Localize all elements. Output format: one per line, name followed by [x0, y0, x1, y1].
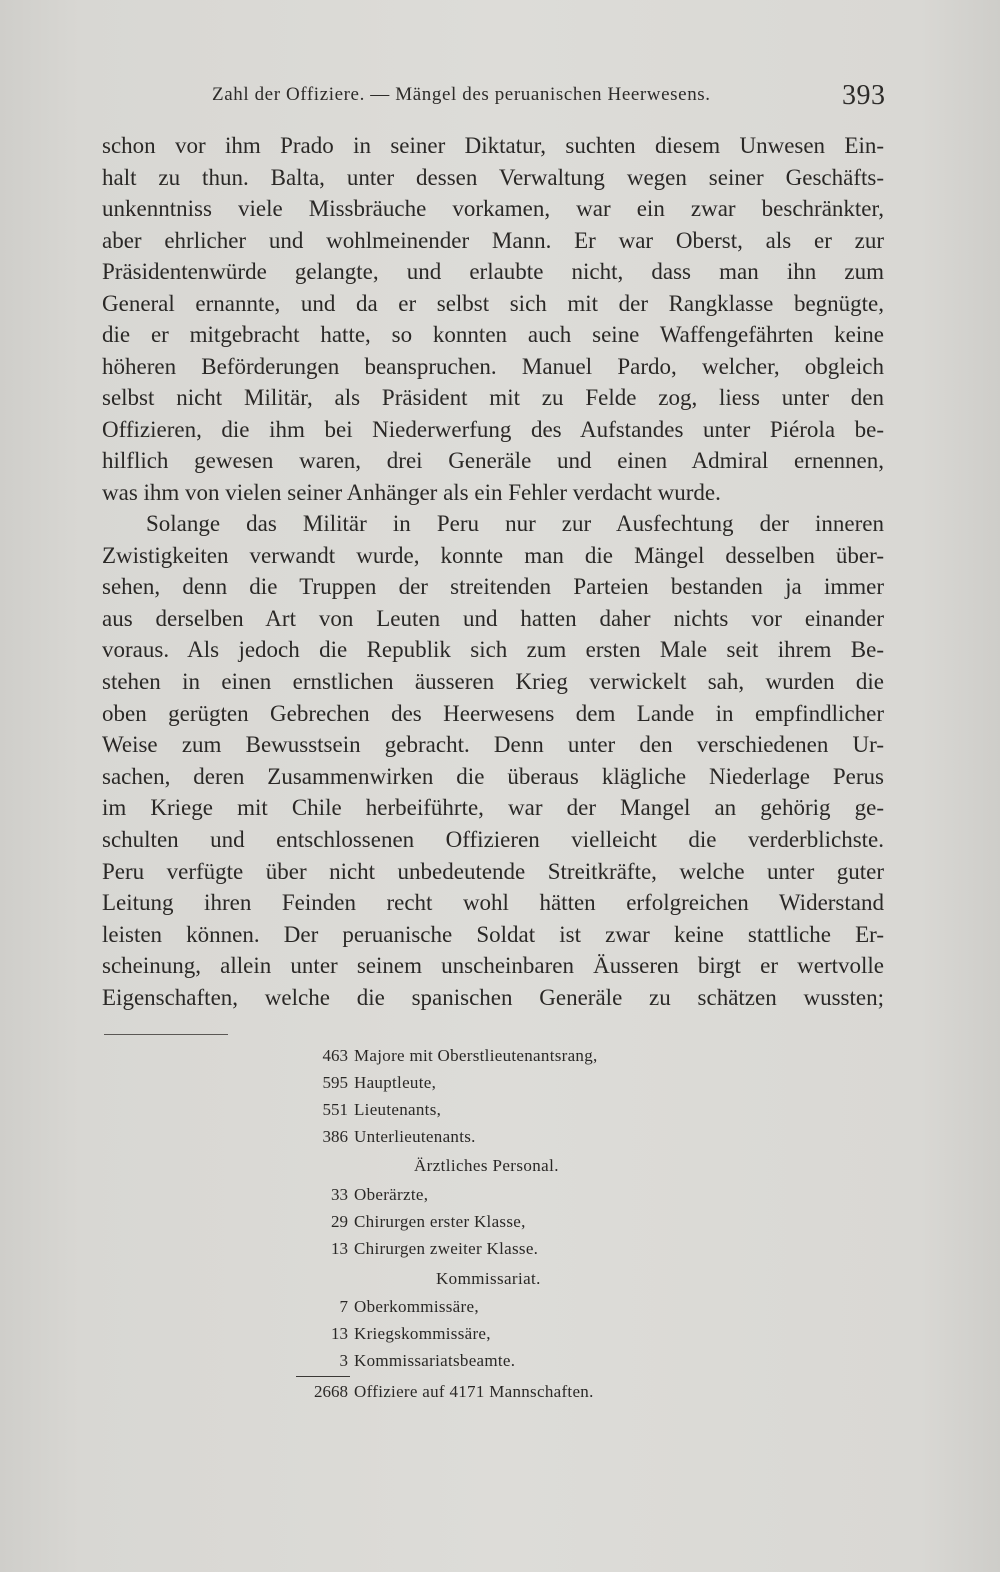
text-line: Solange das Militär in Peru nur zur Ausfechtung der inneren	[146, 511, 884, 536]
footnote-rank: Chirurgen erster Klasse,	[354, 1212, 526, 1231]
footnote-count: 13	[331, 1324, 348, 1343]
footnote-count: 7	[339, 1297, 348, 1316]
text-line: halt zu thun. Balta, unter dessen Verwaltung wegen seiner Geschäfts-	[102, 164, 884, 190]
text-line: oben gerügten Gebrechen des Heerwesens dem Lande in empfindlicher	[102, 700, 884, 726]
footnote-count: 595	[322, 1073, 348, 1092]
footnote-count: 13	[331, 1239, 348, 1258]
text-line: sehen, denn die Truppen der streitenden Parteien bestanden ja immer	[102, 574, 884, 600]
footnote-rank: Kommissariatsbeamte.	[354, 1351, 516, 1370]
text-line: aus derselben Art von Leuten und hatten daher nichts vor einander	[102, 605, 884, 631]
text-line: schon vor ihm Prado in seiner Diktatur, suchten diesem Unwesen Ein-	[102, 133, 884, 158]
text-line: stehen in einen ernstlichen äusseren Krieg verwickelt sah, wurden die	[102, 669, 884, 694]
text-line: Zwistigkeiten verwandt wurde, konnte man die Mängel desselben über-	[102, 542, 884, 568]
footnote-heading: Kommissariat.	[436, 1269, 541, 1288]
footnote-count: 33	[331, 1185, 348, 1204]
text-line: sachen, deren Zusammenwirken die überaus klägliche Niederlage Perus	[102, 763, 884, 789]
text-line: im Kriege mit Chile herbeiführte, war der Mangel an gehörig ge-	[102, 795, 884, 821]
text-line: Offizieren, die ihm bei Niederwerfung des Aufstandes unter Piérola be-	[102, 416, 884, 442]
text-line: Leitung ihren Feinden recht wohl hätten erfolgreichen Widerstand	[102, 890, 884, 916]
footnote-rule	[104, 1034, 228, 1035]
footnote-rank: Hauptleute,	[354, 1073, 437, 1092]
footnote-rank: Oberkommissäre,	[354, 1297, 479, 1316]
text-line: selbst nicht Militär, als Präsident mit zu Felde zog, liess unter den	[102, 385, 884, 410]
text-line: Präsidentenwürde gelangte, und erlaubte nicht, dass man ihn zum	[102, 259, 884, 284]
footnote-count: 29	[331, 1212, 348, 1231]
text-line: schulten und entschlossenen Offizieren vielleicht die verderblichste.	[102, 827, 884, 852]
footnote-rank: Oberärzte,	[354, 1185, 429, 1204]
text-line: leisten können. Der peruanische Soldat ist zwar keine stattliche Er-	[102, 921, 884, 947]
footnote-total-count: 2668	[314, 1382, 348, 1401]
footnote-count: 551	[322, 1100, 348, 1119]
text-line: was ihm von vielen seiner Anhänger als ein Fehler verdacht wurde.	[102, 479, 721, 505]
footnote-rank: Unterlieutenants.	[354, 1127, 476, 1146]
page-number: 393	[842, 80, 886, 111]
running-header: Zahl der Offiziere. — Mängel des peruanischen Heerwesens.	[212, 84, 711, 105]
footnote-count: 463	[322, 1046, 348, 1065]
text-line: Peru verfügte über nicht unbedeutende Streitkräfte, welche unter guter	[102, 858, 884, 884]
text-line: General ernannte, und da er selbst sich mit der Rangklasse begnügte,	[102, 290, 884, 316]
text-line: Weise zum Bewusstsein gebracht. Denn unter den verschiedenen Ur-	[102, 732, 884, 758]
footnote-count: 3	[339, 1351, 348, 1370]
text-line: hilflich gewesen waren, drei Generäle und einen Admiral ernennen,	[102, 448, 884, 473]
text-line: die er mitgebracht hatte, so konnten auch seine Waffengefährten keine	[102, 322, 884, 347]
text-line: höheren Beförderungen beanspruchen. Manuel Pardo, welcher, obgleich	[102, 353, 884, 379]
footnote-rank: Kriegskommissäre,	[354, 1324, 491, 1343]
text-line: aber ehrlicher und wohlmeinender Mann. Er war Oberst, als er zur	[102, 227, 884, 253]
footnote-rank: Chirurgen zweiter Klasse.	[354, 1239, 539, 1258]
footnote-heading: Ärztliches Personal.	[414, 1156, 559, 1175]
text-line: voraus. Als jedoch die Republik sich zum ersten Male seit ihrem Be-	[102, 637, 884, 663]
footnote-rank: Majore mit Oberstlieutenantsrang,	[354, 1046, 598, 1065]
text-line: scheinung, allein unter seinem unscheinbaren Äusseren birgt er wertvolle	[102, 953, 884, 979]
sum-rule	[296, 1376, 350, 1377]
text-line: unkenntniss viele Missbräuche vorkamen, war ein zwar beschränkter,	[102, 196, 884, 221]
footnote-rank: Lieutenants,	[354, 1100, 442, 1119]
text-line: Eigenschaften, welche die spanischen Generäle zu schätzen wussten;	[102, 985, 884, 1010]
footnote-count: 386	[322, 1127, 348, 1146]
footnote-total-text: Offiziere auf 4171 Mannschaften.	[354, 1382, 594, 1401]
